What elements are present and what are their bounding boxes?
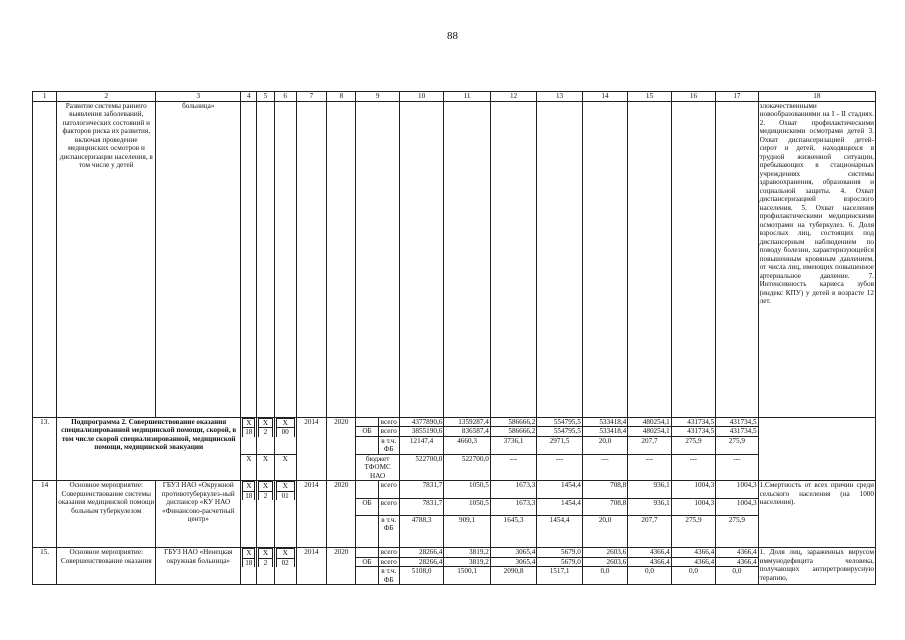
value-cell: 3819,2 [444, 548, 490, 557]
value-cell: --- [490, 454, 536, 480]
value-cell: 708,8 [582, 498, 627, 515]
col-num: 7 [296, 92, 326, 102]
value-cell: 28266,4 [399, 557, 443, 566]
value-cell: 275,9 [671, 515, 715, 548]
value-cell: 207,7 [628, 515, 671, 548]
value-cell: 4788,3 [399, 515, 443, 548]
col-num: 2 [57, 92, 156, 102]
code-cell: X [243, 419, 255, 428]
value-cell: 0,0 [582, 567, 627, 585]
indicators: 1.Смертность от всех причин среди сельского населения (на 1000 населения). [758, 481, 875, 548]
value-cell: 0,0 [671, 567, 715, 585]
code-cell: 18 [243, 428, 255, 437]
value-cell: 4366,4 [716, 557, 758, 566]
value-cell: 275,9 [671, 436, 715, 454]
value-cell: 5679,0 [537, 557, 582, 566]
value-cell: 3736,1 [490, 436, 536, 454]
value-cell: 836587,4 [444, 427, 490, 436]
col-num: 1 [33, 92, 57, 102]
source-label: ОБ [356, 427, 378, 436]
value-cell: --- [582, 454, 627, 480]
source-label: всего [378, 418, 399, 427]
source-label: всего [378, 557, 399, 566]
value-cell: 28266,4 [399, 548, 443, 557]
value-cell: 4366,4 [716, 548, 758, 557]
value-cell: 1004,3 [716, 498, 758, 515]
col-num: 12 [490, 92, 536, 102]
col-num: 6 [274, 92, 296, 102]
col-num: 8 [327, 92, 356, 102]
source-label: в т.ч. ФБ [378, 515, 399, 548]
source-label [356, 418, 378, 427]
executor: больница» [156, 102, 241, 418]
value-cell: 554795,5 [537, 427, 582, 436]
value-cell: 936,1 [628, 498, 671, 515]
measure-name: Основное мероприятие: Совершенствование системы оказания медицинской помощи больным туберкулезом [57, 481, 156, 548]
value-cell: 2603,6 [582, 548, 627, 557]
value-cell: 1454,4 [537, 481, 582, 498]
value-cell: --- [628, 454, 671, 480]
value-cell: 4377890,6 [399, 418, 443, 427]
value-cell: 909,1 [444, 515, 490, 548]
col-num: 5 [257, 92, 274, 102]
start-year: 2014 [296, 418, 326, 481]
page-number: 88 [447, 30, 458, 42]
value-cell: 20,0 [582, 436, 627, 454]
value-cell: 275,9 [716, 515, 758, 548]
code-cell: 2 [259, 428, 272, 437]
value-cell: 4366,4 [628, 548, 671, 557]
source-label [356, 481, 378, 498]
value-cell: 586666,2 [490, 427, 536, 436]
value-cell: 2971,5 [537, 436, 582, 454]
code-cell: X [259, 549, 272, 558]
executor: ГБУЗ НАО «Ненецкая окружная больница» [156, 548, 241, 585]
code-cell: 2 [259, 558, 272, 567]
code-cell: X [243, 549, 255, 558]
end-year: 2020 [327, 418, 356, 481]
code-cell: X [259, 419, 272, 428]
value-cell: 1454,4 [537, 515, 582, 548]
program-table [32, 91, 876, 585]
source-label [356, 436, 378, 454]
code-cell: 2 [259, 491, 272, 500]
value-cell: 2603,6 [582, 557, 627, 566]
col-num: 13 [537, 92, 582, 102]
code-cell: X [243, 482, 255, 491]
indicators: 1. Доля лиц, зараженных вирусом иммунодефицита человека, получающих антиретровирусную терапию, [758, 548, 875, 585]
code-cell: X [276, 549, 294, 558]
code-cell: 02 [276, 558, 294, 567]
value-cell: 3819,2 [444, 557, 490, 566]
source-label: ОБ [356, 498, 378, 515]
value-cell: 3065,4 [490, 548, 536, 557]
value-cell: 1500,1 [444, 567, 490, 585]
source-label [356, 567, 378, 585]
value-cell: 522700,0 [444, 454, 490, 480]
value-cell: --- [671, 454, 715, 480]
row-number: 14 [33, 481, 57, 548]
value-cell: 4366,4 [628, 557, 671, 566]
value-cell: 1004,3 [671, 481, 715, 498]
value-cell: 1454,4 [537, 498, 582, 515]
code-cell: 00 [276, 428, 294, 437]
value-cell: 1004,3 [716, 481, 758, 498]
value-cell: 0,0 [716, 567, 758, 585]
col-num: 16 [671, 92, 715, 102]
table-row-continued [33, 102, 876, 418]
start-year: 2014 [296, 481, 326, 548]
measure-name: Основное мероприятие: Совершенствование оказания [57, 548, 156, 585]
code-cell: X [241, 454, 257, 480]
source-label: в т.ч. ФБ [378, 567, 399, 585]
col-num: 4 [241, 92, 257, 102]
row-number: 13. [33, 418, 57, 481]
col-num: 3 [156, 92, 241, 102]
table-row-13 [33, 418, 876, 427]
value-cell: 2090,8 [490, 567, 536, 585]
value-cell: 533418,4 [582, 427, 627, 436]
source-label: всего [378, 548, 399, 557]
value-cell: 1517,1 [537, 567, 582, 585]
value-cell: 7831,7 [399, 498, 443, 515]
code-cell: X [276, 419, 294, 428]
value-cell: 431734,5 [671, 427, 715, 436]
code-cell: X [274, 454, 296, 480]
source-label: в т.ч. ФБ [378, 436, 399, 454]
source-label [356, 548, 378, 557]
value-cell: 0,0 [628, 567, 671, 585]
source-label: всего [378, 498, 399, 515]
value-cell: 5679,0 [537, 548, 582, 557]
end-year: 2020 [327, 481, 356, 548]
start-year: 2014 [296, 548, 326, 585]
value-cell: 1004,3 [671, 498, 715, 515]
source-label [356, 515, 378, 548]
col-num: 9 [356, 92, 399, 102]
table-row-14 [33, 481, 876, 498]
code-cell: 01 [276, 491, 294, 500]
code-cell: X [257, 454, 274, 480]
row-number: 15. [33, 548, 57, 585]
col-num: 15 [628, 92, 671, 102]
source-label: бюджет ТФОМС НАО [356, 454, 399, 480]
value-cell: 7831,7 [399, 481, 443, 498]
value-cell: 4366,4 [671, 557, 715, 566]
value-cell: 5108,0 [399, 567, 443, 585]
subprogram-name: Подпрограмма 2. Совершенствование оказания специализированной медицинской помощи, скорой, в том числе скорой специализированной, медицинской помощи, медицинской эвакуации [57, 418, 241, 481]
value-cell: 431734,5 [716, 418, 758, 427]
value-cell: 275,9 [716, 436, 758, 454]
value-cell: 1359287,4 [444, 418, 490, 427]
value-cell: 1645,3 [490, 515, 536, 548]
value-cell: 480254,1 [628, 427, 671, 436]
col-num: 17 [716, 92, 758, 102]
value-cell: 522700,0 [399, 454, 443, 480]
value-cell: 3065,4 [490, 557, 536, 566]
col-num: 18 [758, 92, 875, 102]
source-label: всего [378, 481, 399, 498]
value-cell: 554795,5 [537, 418, 582, 427]
table-row-15 [33, 548, 876, 557]
value-cell: 4366,4 [671, 548, 715, 557]
column-number-row [33, 92, 876, 102]
value-cell: 431734,5 [671, 418, 715, 427]
value-cell: 1673,3 [490, 481, 536, 498]
code-cell: 18 [243, 558, 255, 567]
value-cell: 1673,3 [490, 498, 536, 515]
code-cell: X [276, 482, 294, 491]
value-cell: 431734,5 [716, 427, 758, 436]
value-cell: 4660,3 [444, 436, 490, 454]
value-cell: --- [716, 454, 758, 480]
measure-name: Развитие системы раннего выявления заболеваний, патологических состояний и факторов риска их развития, включая проведение медицинских осмотров и диспансеризации населения, в том числе у детей [57, 102, 156, 418]
value-cell: 586666,2 [490, 418, 536, 427]
col-num: 10 [399, 92, 443, 102]
value-cell: 207,7 [628, 436, 671, 454]
value-cell: 936,1 [628, 481, 671, 498]
source-label: всего [378, 427, 399, 436]
code-cell: X [259, 482, 272, 491]
col-num: 14 [582, 92, 627, 102]
value-cell: 20,0 [582, 515, 627, 548]
value-cell: 3855190,6 [399, 427, 443, 436]
value-cell: 708,8 [582, 481, 627, 498]
value-cell: 1050,5 [444, 481, 490, 498]
executor: ГБУЗ НАО «Окружной противотуберкулез-ный диспансер «КУ НАО «Финансово-расчетный центр» [156, 481, 241, 548]
value-cell: --- [537, 454, 582, 480]
source-label: ОБ [356, 557, 378, 566]
col-num: 11 [444, 92, 490, 102]
value-cell: 1050,5 [444, 498, 490, 515]
code-cell: 18 [243, 491, 255, 500]
value-cell: 533418,4 [582, 418, 627, 427]
end-year: 2020 [327, 548, 356, 585]
value-cell: 12147,4 [399, 436, 443, 454]
indicators: злокачественными новообразованиями на I - II стадиях. 2. Охват профилактическими медицинскими осмотрами детей 3. Охват диспансеризацией детей-сирот и детей, находящихся в трудной жизненной ситуации, пребывающих в стационарных учреждениях системы здравоохранения, образования и социальной защиты. 4. Охват диспансеризацией взрослого населения. 5. Охват населения профилактическими медицинскими осмотрами на туберкулез. 6. Доля взрослых лиц, состоящих под диспансерным наблюдением по поводу болезни, характеризующейся повышенным кровяным давлением, от числа лиц, имеющих повышенное артериальное давление. 7. Интенсивность кариеса зубов (индекс КПУ) у детей в возрасте 12 лет. [758, 102, 875, 418]
value-cell: 480254,1 [628, 418, 671, 427]
